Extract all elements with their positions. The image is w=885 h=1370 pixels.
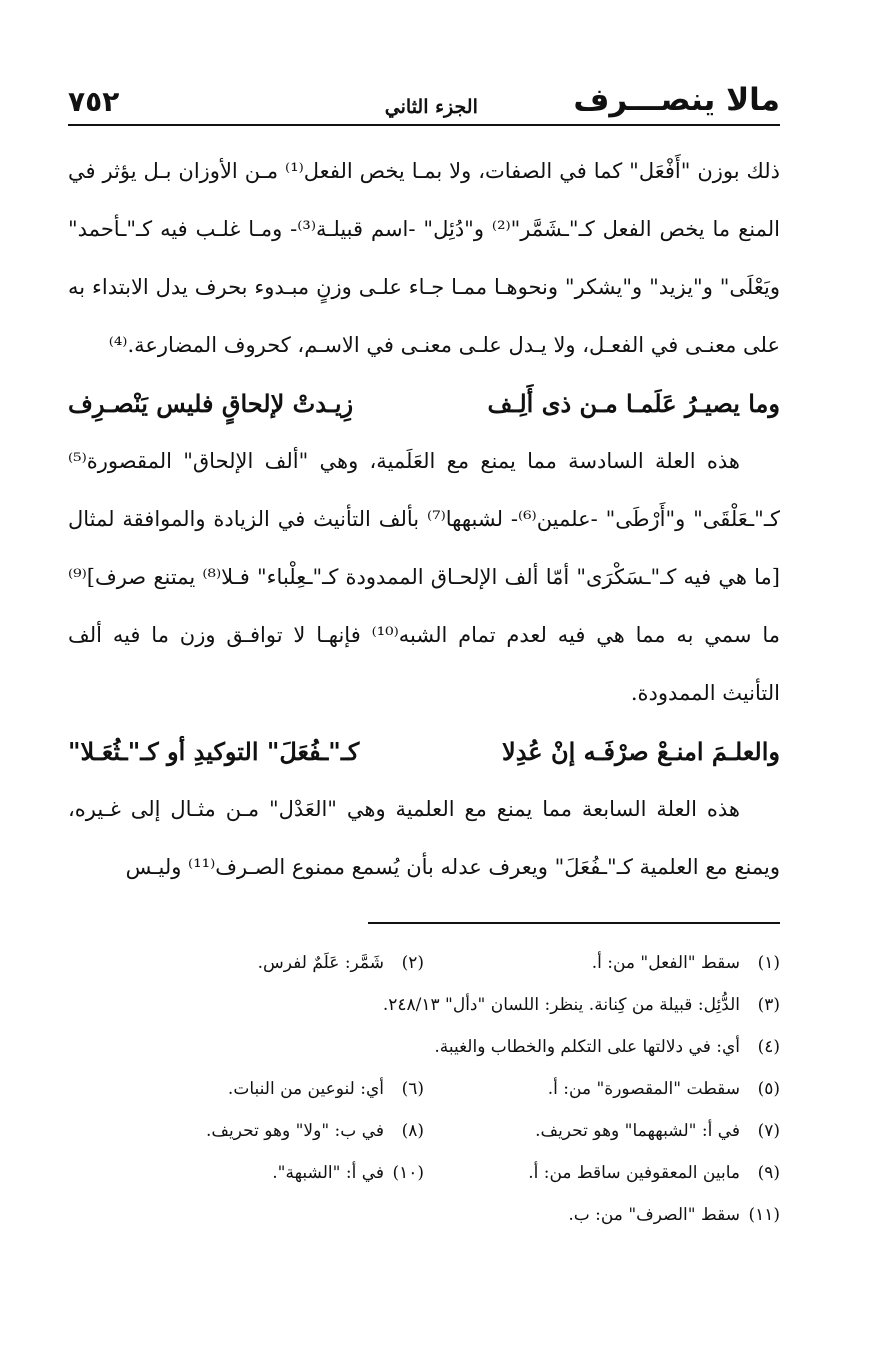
book-page: [68, 72, 780, 1236]
footnote-row: [68, 1152, 780, 1194]
footnote-number: (١٠): [392, 1163, 424, 1183]
footnote-row: [68, 984, 780, 1026]
footnote-3: [68, 984, 780, 1026]
footnote-text: الدُّئِل: قبيلة من كِنانة. ينظر: اللسان "دأل" ٢٤٨/١٣.: [382, 995, 740, 1015]
footnote-4: [68, 1026, 780, 1068]
footnote-number: (١١): [748, 1205, 780, 1225]
part-title: الجزء الثاني: [384, 96, 478, 118]
verse-1-second-hemistich: زِيـدتْ لإلحاقٍ فليس يَنْصـرِف: [68, 389, 354, 418]
footnote-10: [68, 1152, 424, 1194]
footnote-6: [68, 1068, 424, 1110]
footnote-number: (٩): [757, 1163, 780, 1183]
page-number: ٧٥٢: [68, 85, 120, 118]
verse-2-second-hemistich: كـ"ـفُعَلَ" التوكيدِ أو كـ"ـثُعَـلا": [68, 737, 360, 766]
footnote-2: [68, 942, 424, 984]
footnote-5: [424, 1068, 780, 1110]
footnote-1: [424, 942, 780, 984]
footnote-8: [68, 1110, 424, 1152]
footnote-number: (٦): [401, 1079, 424, 1099]
footnote-text: شَمَّر: عَلَمٌ لفرس.: [257, 953, 384, 973]
footnote-row: [68, 1110, 780, 1152]
main-text: [68, 142, 780, 896]
verse-2: [68, 724, 780, 780]
footnote-row: [68, 1068, 780, 1110]
verse-2-first-hemistich: والعلـمَ امنـعْ صرْفَـه إنْ عُدِلا: [502, 737, 780, 766]
footnote-text: سقط "الصرف" من: ب.: [568, 1205, 740, 1225]
footnote-text: سقط "الفعل" من: أ.: [591, 953, 740, 973]
footnote-number: (٥): [757, 1079, 780, 1099]
footnotes: [68, 942, 780, 1236]
paragraph-1: ذلك بوزن "أَفْعَل" كما في الصفات، ولا بمـا يخص الفعل⁽¹⁾ مـن الأوزان بـل يؤثر في المنع ما يخص الفعل كـ"ـشَمَّر"⁽²⁾ و"دُئِل" -اسم قبيلـة⁽³⁾- ومـا غلـب فيه كـ"ـأحمد" ويَعْلَى" و"يزيد" و"يشكر" ونحوهـا ممـا جـاء علـى وزنٍ مبـدوء بحرف يدل الابتداء به على معنـى في الفعـل، ولا يـدل علـى معنـى في الاسـم، كحروف المضارعة.⁽⁴⁾: [68, 159, 780, 357]
footnote-number: (٤): [757, 1037, 780, 1057]
footnote-text: في أ: "الشبهة".: [272, 1163, 384, 1183]
footnote-number: (٣): [757, 995, 780, 1015]
verse-1: [68, 376, 780, 432]
footnote-text: في ب: "ولا" وهو تحريف.: [206, 1121, 384, 1141]
footnote-9: [424, 1152, 780, 1194]
footnote-11: [68, 1194, 780, 1236]
footnote-number: (٢): [401, 953, 424, 973]
footnote-text: مابين المعقوفين ساقط من: أ.: [528, 1163, 740, 1183]
footnote-text: أي: لنوعين من النبات.: [227, 1079, 384, 1099]
footnote-text: أي: في دلالتها على التكلم والخطاب والغيبة.: [434, 1037, 740, 1057]
footnote-row: [68, 1194, 780, 1236]
footnote-number: (١): [757, 953, 780, 973]
footnote-row: [68, 942, 780, 984]
footnote-7: [424, 1110, 780, 1152]
footnote-row: [68, 1026, 780, 1068]
paragraph-3: هذه العلة السابعة مما يمنع مع العلمية وهي "العَدْل" مـن مثـال إلى غـيره، ويمنع مع العلمية كـ"ـفُعَلَ" ويعرف عدله بأن يُسمع ممنوع الصـرف⁽¹¹⁾ وليـس: [68, 797, 780, 879]
verse-1-first-hemistich: وما يصيـرُ عَلَمـا مـن ذى أَلِـف: [487, 389, 780, 418]
footnote-number: (٨): [401, 1121, 424, 1141]
page-header: [68, 72, 780, 126]
footnote-text: في أ: "لشبههما" وهو تحريف.: [535, 1121, 740, 1141]
footnote-number: (٧): [757, 1121, 780, 1141]
paragraph-2: هذه العلة السادسة مما يمنع مع العَلَمية، وهي "ألف الإلحاق" المقصورة⁽⁵⁾ كـ"ـعَلْقَى" و"أَرْطَى" -علمين⁽⁶⁾- لشبهها⁽⁷⁾ بألف التأنيث في الزيادة والموافقة لمثال [ما هي فيه كـ"ـسَكْرَى" أمّا ألف الإلحـاق الممدودة كـ"ـعِلْباء" فـلا⁽⁸⁾ يمتنع صرف]⁽⁹⁾ ما سمي به مما هي فيه لعدم تمام الشبه⁽¹⁰⁾ فإنهـا لا توافـق وزن ما فيه ألف التأنيث الممدودة.: [68, 449, 780, 705]
footnote-text: سقطت "المقصورة" من: أ.: [547, 1079, 740, 1099]
footnote-divider: [368, 922, 780, 924]
chapter-title: مالا ينصـــرف: [573, 82, 780, 118]
